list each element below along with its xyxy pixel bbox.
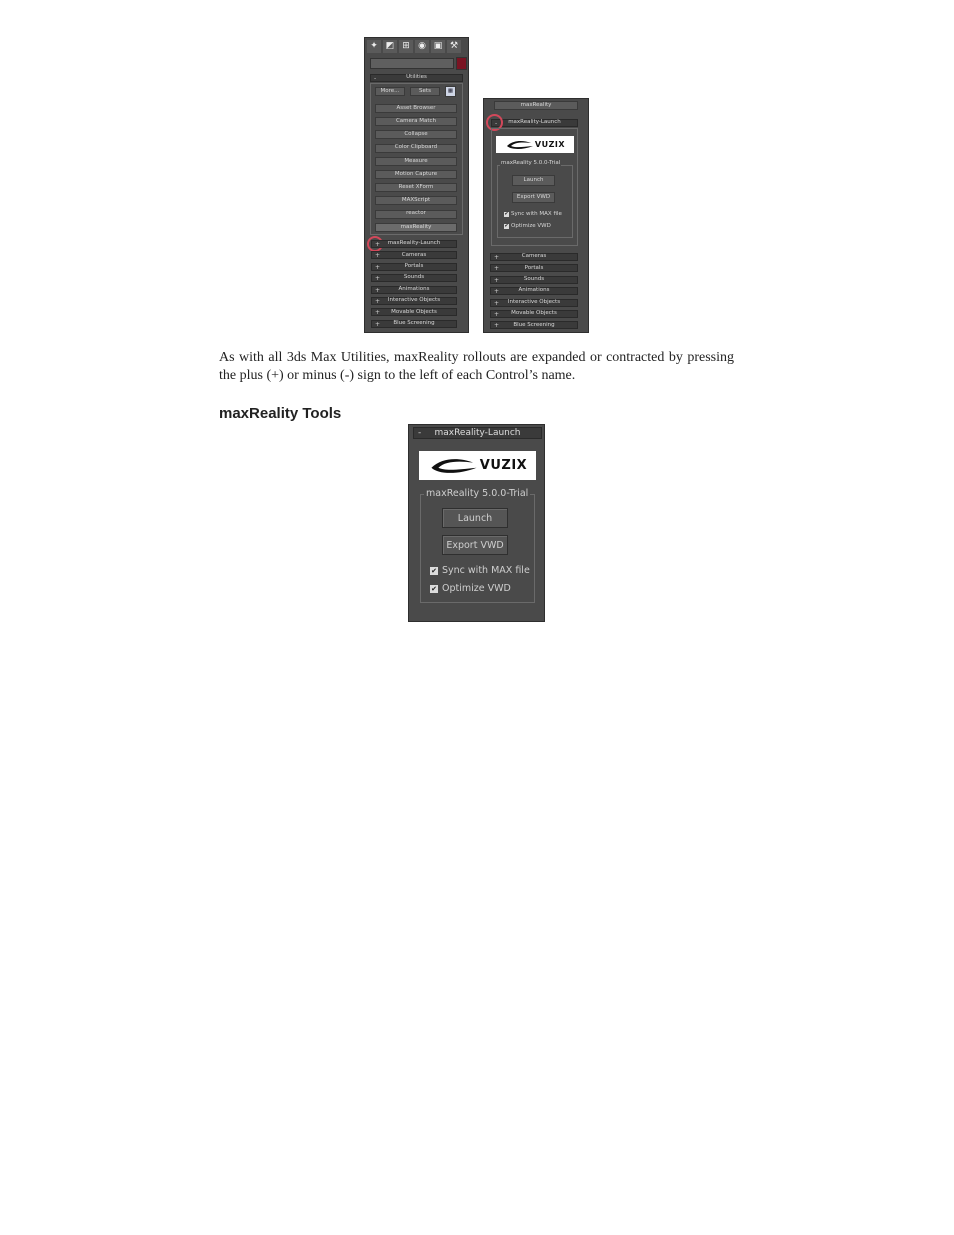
rollout-header[interactable] [371,251,457,259]
vuzix-logo-text: VUZIX [534,140,566,149]
optimize-label: Optimize VWD [511,223,551,229]
launch-button[interactable]: Launch [442,508,508,528]
plus-sign[interactable]: + [494,276,500,284]
create-icon[interactable]: ✦ [367,40,381,53]
minus-sign[interactable]: - [495,120,498,127]
plus-sign[interactable]: + [494,288,500,296]
vuzix-logo [496,136,574,153]
utility-button[interactable]: Camera Match [375,117,457,126]
launch-header-label: maxReality-Launch [508,119,561,126]
utility-button[interactable]: Color Clipboard [375,144,457,153]
utility-button[interactable]: Collapse [375,130,457,139]
configure-sets-icon[interactable]: ▦ [445,86,456,97]
modify-icon[interactable]: ◩ [383,40,397,53]
version-group-label: maxReality 5.0.0-Trial [501,160,561,166]
launch-header-label: maxReality-Launch [434,428,521,438]
rollout-label: Sounds [523,276,545,283]
body-paragraph: As with all 3ds Max Utilities, maxReality rollouts are expanded or contracted by pressing the plus (+) or minus (-) sign to the left of each Control’s name. [219,350,734,383]
plus-sign[interactable]: + [375,241,381,248]
rollout-label: Cameras [521,253,547,260]
rollout-header[interactable] [490,264,578,272]
rollout-label: Portals [404,263,424,270]
rollout-header[interactable] [490,299,578,307]
rollout-label: Interactive Objects [507,298,561,305]
rollout-header[interactable] [490,253,578,261]
plus-sign[interactable]: + [375,263,381,271]
rollout-header[interactable] [490,310,578,318]
plus-sign[interactable]: + [375,286,381,294]
rollout-header[interactable] [371,240,457,248]
object-name-field[interactable] [370,58,454,69]
rollout-header[interactable] [371,274,457,282]
rollout-header[interactable] [371,320,457,328]
sync-with-max-checkbox[interactable] [430,565,530,576]
rollout-header[interactable] [371,263,457,271]
rollout-header[interactable] [490,321,578,329]
rollout-header[interactable] [490,287,578,295]
rollout-header[interactable] [371,286,457,294]
sync-with-max-checkbox[interactable] [504,212,562,218]
export-vwd-button[interactable]: Export VWD [512,192,555,203]
utility-button[interactable]: Asset Browser [375,104,457,113]
rollout-label: Blue Screening [513,321,555,328]
plus-sign[interactable]: + [494,299,500,307]
motion-icon[interactable]: ◉ [415,40,429,53]
plus-sign[interactable]: + [494,265,500,273]
utilities-header-label: Utilities [406,74,427,81]
plus-sign[interactable]: + [375,298,381,305]
vuzix-swoosh-icon [505,140,535,150]
maxreality-utility-button[interactable]: maxReality [494,101,578,110]
rollout-header[interactable] [371,297,457,305]
checkbox-checked-icon[interactable]: ✔ [504,211,509,218]
utility-button[interactable]: reactor [375,210,457,219]
checkbox-checked-icon[interactable]: ✔ [504,223,509,230]
plus-sign[interactable]: + [375,252,381,260]
optimize-vwd-checkbox[interactable] [504,224,551,230]
hierarchy-icon[interactable]: ⊞ [399,40,413,53]
rollout-label: Cameras [401,251,427,258]
rollout-label: Interactive Objects [387,297,441,304]
minus-sign[interactable]: - [418,428,422,438]
rollout-label: Portals [524,264,544,271]
vuzix-logo-text: VUZIX [479,458,528,473]
utilities-hammer-icon[interactable]: ⚒ [447,40,461,53]
display-icon[interactable]: ▣ [431,40,445,53]
rollout-label: Animations [398,285,430,292]
optimize-vwd-checkbox[interactable] [430,583,511,594]
utility-button[interactable]: Measure [375,157,457,166]
rollout-header[interactable] [371,308,457,316]
optimize-label: Optimize VWD [442,583,511,594]
maxreality-launch-panel [408,424,545,622]
sets-button[interactable]: Sets [410,87,440,96]
launch-button[interactable]: Launch [512,175,555,186]
plus-sign[interactable]: + [494,322,500,330]
plus-sign[interactable]: + [494,254,500,261]
more-button[interactable]: More... [375,87,405,96]
plus-sign[interactable]: + [375,320,381,328]
plus-sign[interactable]: + [375,309,381,317]
checkbox-checked-icon[interactable]: ✔ [431,584,437,593]
rollout-label: Movable Objects [511,310,557,317]
launch-rollout-header[interactable] [413,427,542,439]
vuzix-logo [419,451,536,480]
minus-sign[interactable]: - [374,75,377,82]
checkbox-checked-icon[interactable]: ✔ [431,566,437,575]
utilities-panel [364,37,469,333]
utility-button[interactable]: maxReality [375,223,457,232]
object-color-swatch[interactable] [456,57,467,70]
plus-sign[interactable]: + [494,311,500,318]
sync-label: Sync with MAX file [511,211,562,217]
utilities-rollout-header[interactable] [370,74,463,82]
utility-button[interactable]: Reset XForm [375,183,457,192]
rollout-header[interactable] [490,276,578,284]
rollout-label: Blue Screening [393,320,435,327]
plus-sign[interactable]: + [375,275,381,283]
section-heading: maxReality Tools [219,405,342,422]
utility-button[interactable]: Motion Capture [375,170,457,179]
rollout-label: maxReality-Launch [387,240,441,247]
sync-label: Sync with MAX file [442,565,530,576]
utility-button[interactable]: MAXScript [375,196,457,205]
command-panel-tabs [367,40,467,54]
version-group-label: maxReality 5.0.0-Trial [426,488,529,499]
launch-rollout-header[interactable] [491,119,578,127]
rollout-label: Movable Objects [391,308,437,315]
rollout-label: Animations [518,287,550,294]
rollout-label: Sounds [403,274,425,281]
maxreality-panel [483,98,589,333]
export-vwd-button[interactable]: Export VWD [442,535,508,555]
vuzix-swoosh-icon [428,457,480,475]
